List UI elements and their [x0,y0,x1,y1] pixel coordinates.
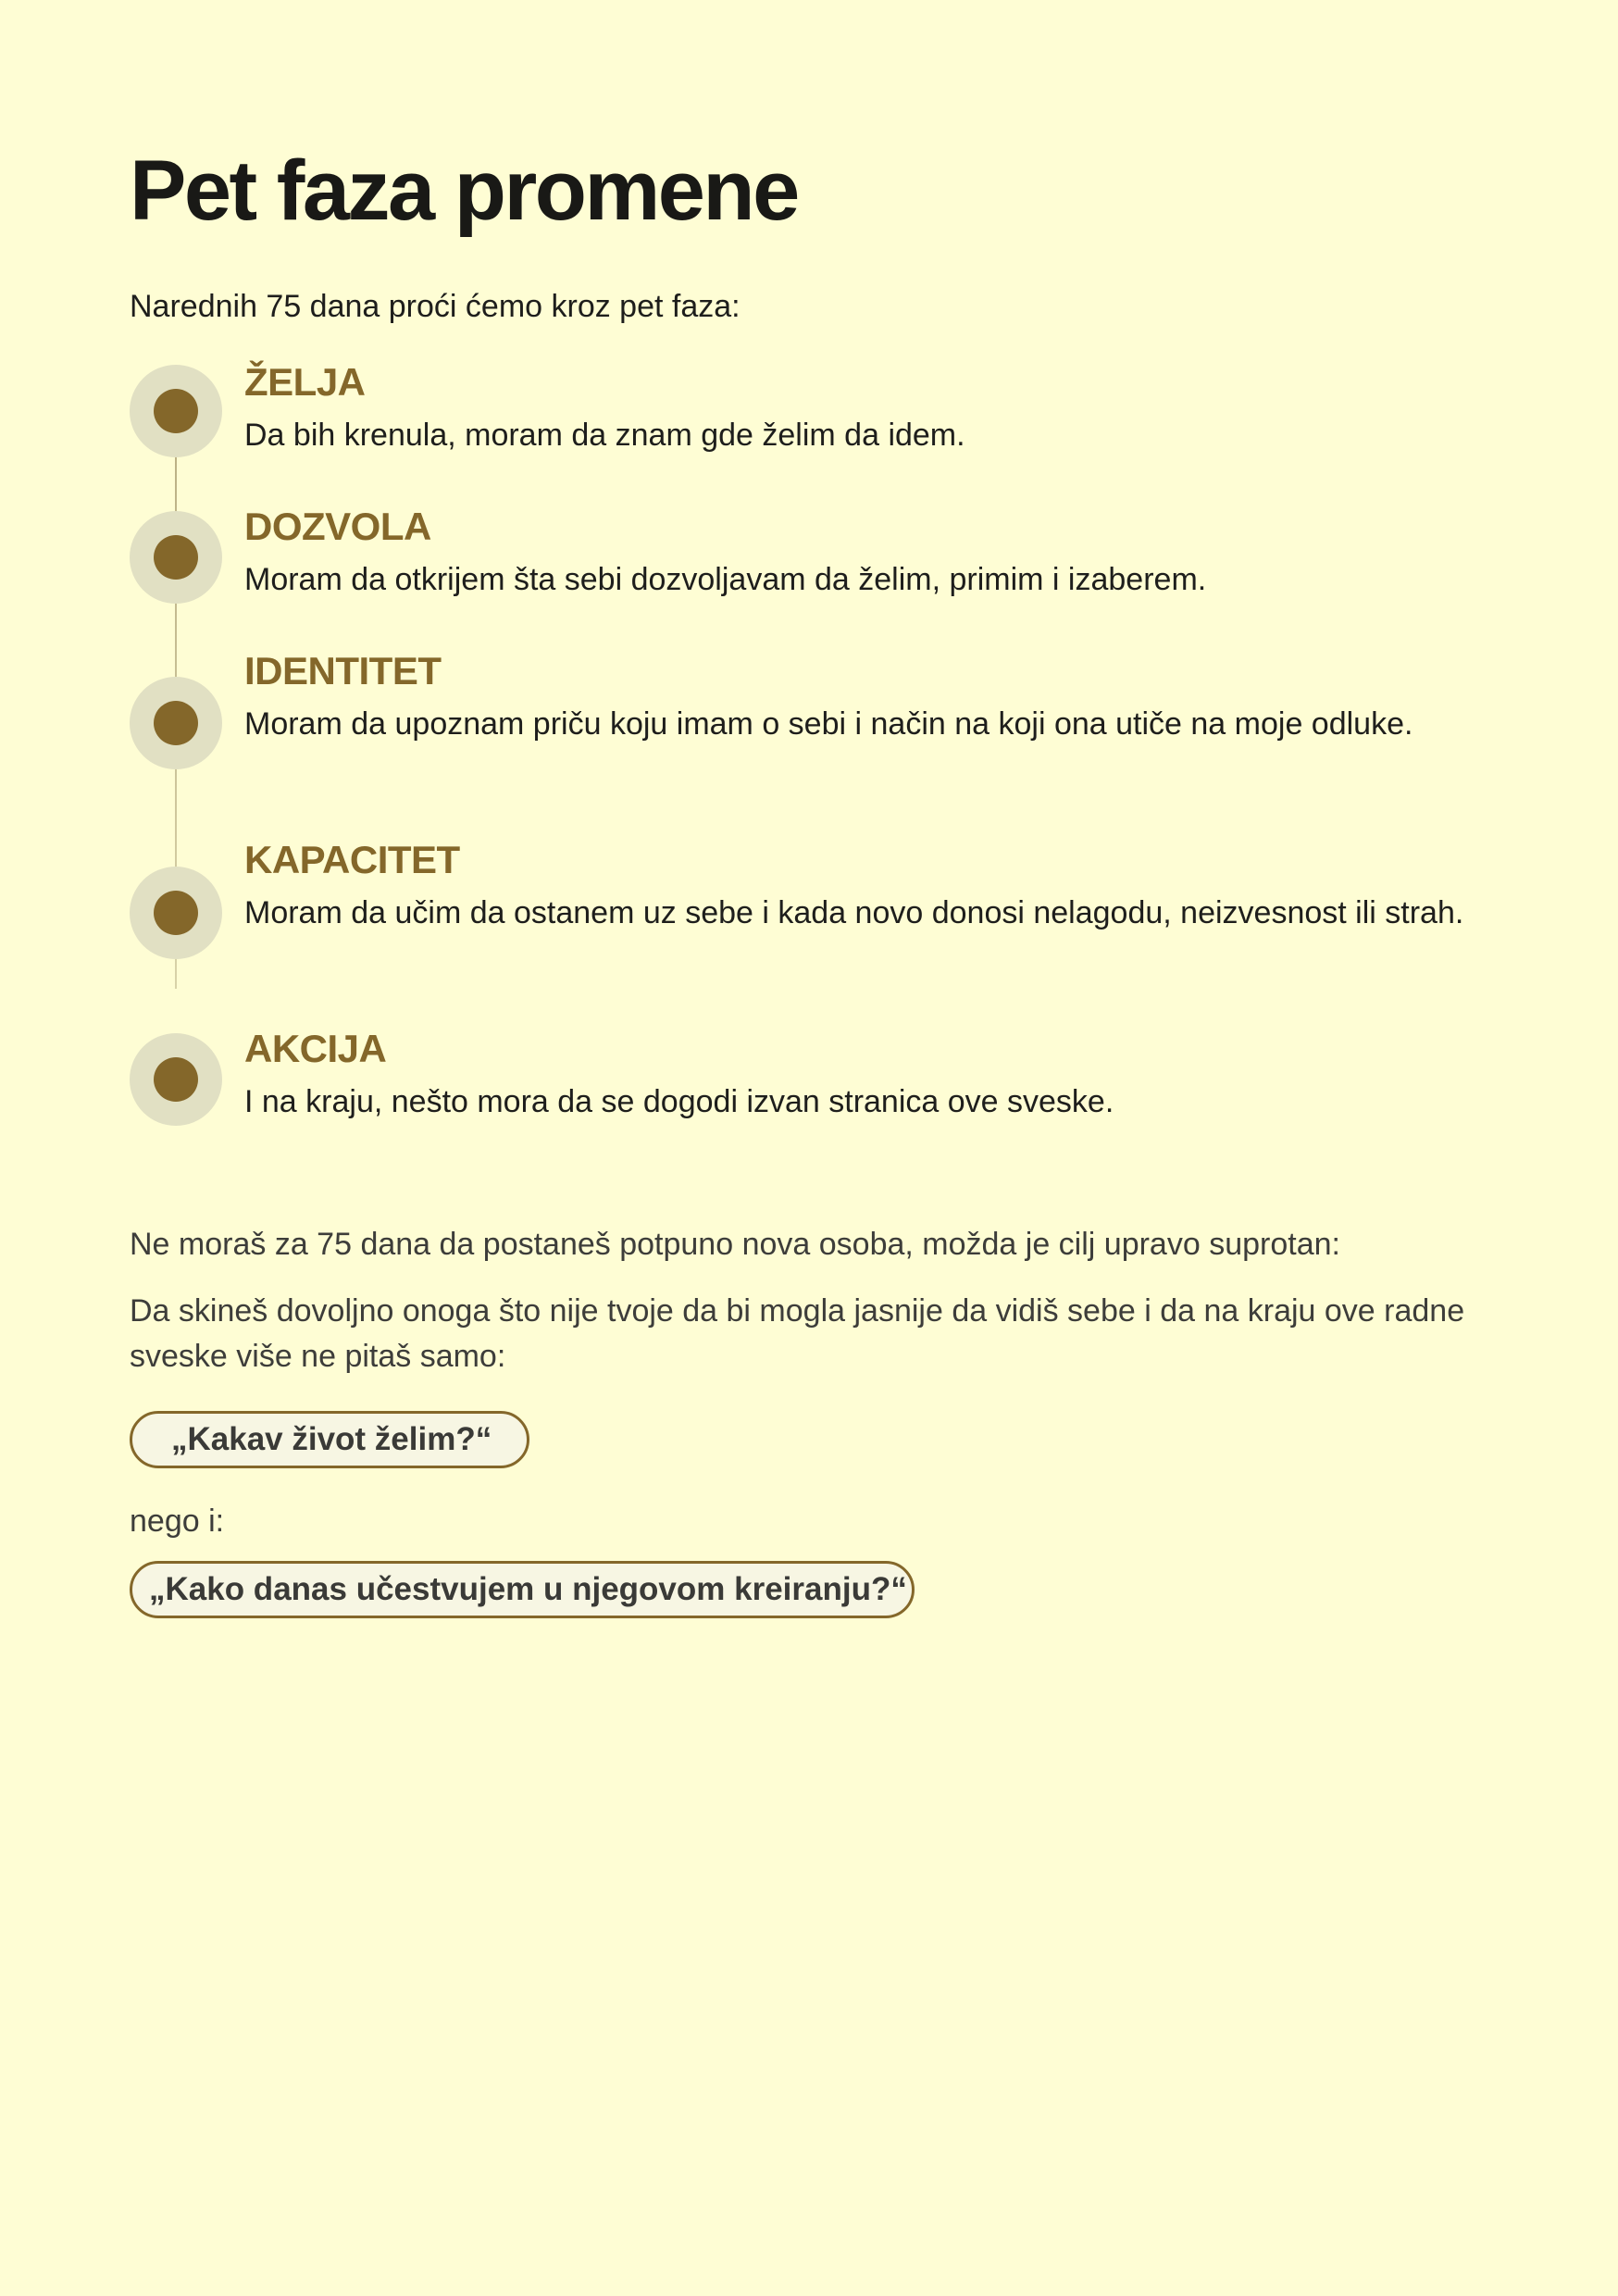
phase-description: Moram da otkrijem šta sebi dozvoljavam da želim, primim i izaberem. [244,562,1207,597]
phase-description: I na kraju, nešto mora da se dogodi izvan stranica ove sveske. [244,1084,1114,1119]
intro-text: Narednih 75 dana proći ćemo kroz pet faza: [130,289,741,324]
phase-marker-icon [130,365,222,457]
phase-marker-icon [130,677,222,769]
phase-description: Moram da učim da ostanem uz sebe i kada novo donosi nelagodu, neizvesnost ili strah. [244,895,1464,930]
phase-description: Da bih krenula, moram da znam gde želim da idem. [244,418,965,453]
phase-title: IDENTITET [244,649,442,693]
phase-title: DOZVOLA [244,505,431,548]
question-pill: „Kakav život želim?“ [130,1411,529,1468]
page-title: Pet faza promene [130,144,798,238]
question-pill: „Kako danas učestvujem u njegovom kreiranju?“ [130,1561,915,1618]
phase-description: Moram da upoznam priču koju imam o sebi i način na koji ona utiče na moje odluke. [244,706,1413,742]
phase-marker-icon [130,867,222,959]
phase-marker-dot [154,389,198,433]
phase-marker-dot [154,701,198,745]
phase-marker-dot [154,891,198,935]
phase-title: AKCIJA [244,1027,387,1070]
closing-paragraph: Ne moraš za 75 dana da postaneš potpuno nova osoba, možda je cilj upravo suprotan: [130,1227,1340,1262]
phase-marker-dot [154,535,198,580]
phase-title: KAPACITET [244,838,460,881]
closing-paragraph: Da skineš dovoljno onoga što nije tvoje da bi mogla jasnije da vidiš sebe i da na kraju ove radne sveske više ne pitaš samo: [130,1293,1465,1374]
phases-timeline [130,352,1500,1148]
phase-marker-dot [154,1057,198,1102]
phase-marker-icon [130,1033,222,1126]
connector-text: nego i: [130,1504,225,1539]
phase-title: ŽELJA [244,360,366,404]
phase-marker-icon [130,511,222,604]
